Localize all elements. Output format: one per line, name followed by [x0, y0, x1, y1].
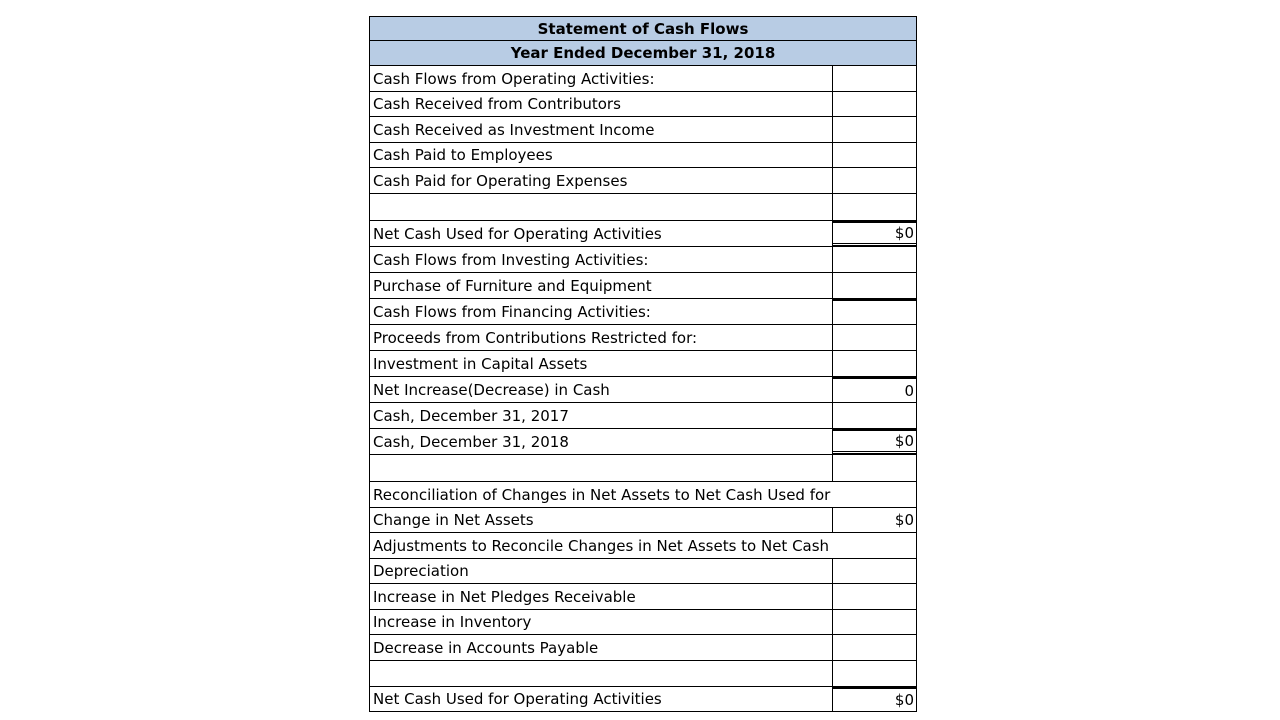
statement-rows	[369, 66, 917, 712]
table-row	[370, 117, 916, 143]
row-value[interactable]: 0	[833, 377, 916, 402]
row-value[interactable]: $0	[833, 221, 916, 246]
table-row	[370, 661, 916, 687]
row-value[interactable]	[833, 610, 916, 634]
row-label[interactable]: Net Cash Used for Operating Activities	[370, 221, 833, 246]
row-label[interactable]: Cash Received as Investment Income	[370, 117, 833, 142]
row-value[interactable]	[833, 117, 916, 142]
row-label[interactable]: Proceeds from Contributions Restricted for:	[370, 325, 833, 350]
row-label[interactable]: Change in Net Assets	[370, 508, 833, 532]
row-label[interactable]	[370, 455, 833, 481]
table-row	[370, 429, 916, 455]
row-label[interactable]: Cash Received from Contributors	[370, 92, 833, 116]
row-label[interactable]: Cash, December 31, 2017	[370, 403, 833, 428]
row-value[interactable]	[833, 168, 916, 193]
table-row	[370, 559, 916, 584]
cash-flow-statement	[369, 16, 917, 712]
row-value[interactable]	[833, 635, 916, 660]
row-value[interactable]	[833, 584, 916, 609]
row-value[interactable]	[833, 299, 916, 324]
table-row	[370, 482, 916, 508]
row-label[interactable]: Decrease in Accounts Payable	[370, 635, 833, 660]
table-row	[370, 533, 916, 559]
row-value[interactable]: $0	[833, 429, 916, 454]
row-label[interactable]: Net Cash Used for Operating Activities	[370, 687, 833, 711]
table-row	[370, 143, 916, 168]
row-value[interactable]	[833, 66, 916, 91]
row-value[interactable]	[833, 403, 916, 428]
table-row	[370, 508, 916, 533]
row-label[interactable]: Cash Paid to Employees	[370, 143, 833, 167]
row-label[interactable]: Increase in Inventory	[370, 610, 833, 634]
table-row	[370, 194, 916, 221]
row-label[interactable]	[370, 661, 833, 686]
table-row	[370, 247, 916, 273]
row-label[interactable]: Cash Flows from Financing Activities:	[370, 299, 833, 324]
row-value[interactable]: $0	[833, 687, 916, 711]
table-row	[370, 273, 916, 299]
row-label[interactable]: Reconciliation of Changes in Net Assets to Net Cash Used for	[373, 485, 831, 504]
row-label[interactable]: Adjustments to Reconcile Changes in Net Assets to Net Cash	[373, 536, 830, 555]
table-row	[370, 92, 916, 117]
row-label[interactable]: Cash Flows from Investing Activities:	[370, 247, 833, 272]
table-row	[370, 299, 916, 325]
row-value[interactable]	[833, 661, 916, 686]
row-label[interactable]: Net Increase(Decrease) in Cash	[370, 377, 833, 402]
table-row	[370, 610, 916, 635]
table-row	[370, 584, 916, 610]
row-value[interactable]	[833, 455, 916, 481]
row-value[interactable]	[833, 92, 916, 116]
row-label[interactable]: Cash, December 31, 2018	[370, 429, 833, 454]
row-value[interactable]: $0	[894, 511, 914, 529]
statement-title: Statement of Cash Flows	[369, 16, 917, 40]
row-label[interactable]: Cash Flows from Operating Activities:	[370, 66, 833, 91]
row-value[interactable]	[833, 559, 916, 583]
table-row	[370, 221, 916, 247]
table-row	[370, 635, 916, 661]
table-row	[370, 66, 916, 92]
row-label[interactable]: Depreciation	[370, 559, 833, 583]
table-row	[370, 168, 916, 194]
row-label[interactable]: Increase in Net Pledges Receivable	[370, 584, 833, 609]
row-label[interactable]	[370, 194, 833, 220]
row-value[interactable]	[833, 247, 916, 272]
row-label[interactable]: Investment in Capital Assets	[370, 351, 833, 376]
row-value[interactable]	[833, 273, 916, 298]
row-label[interactable]: Cash Paid for Operating Expenses	[370, 168, 833, 193]
table-row	[370, 687, 916, 712]
table-row	[370, 351, 916, 377]
table-row	[370, 403, 916, 429]
row-value[interactable]	[833, 143, 916, 167]
table-row	[370, 377, 916, 403]
row-value[interactable]	[833, 351, 916, 376]
row-value[interactable]	[833, 325, 916, 350]
table-row	[370, 325, 916, 351]
statement-period: Year Ended December 31, 2018	[369, 40, 917, 66]
table-row	[370, 455, 916, 482]
row-value[interactable]	[833, 194, 916, 220]
row-label[interactable]: Purchase of Furniture and Equipment	[370, 273, 833, 298]
